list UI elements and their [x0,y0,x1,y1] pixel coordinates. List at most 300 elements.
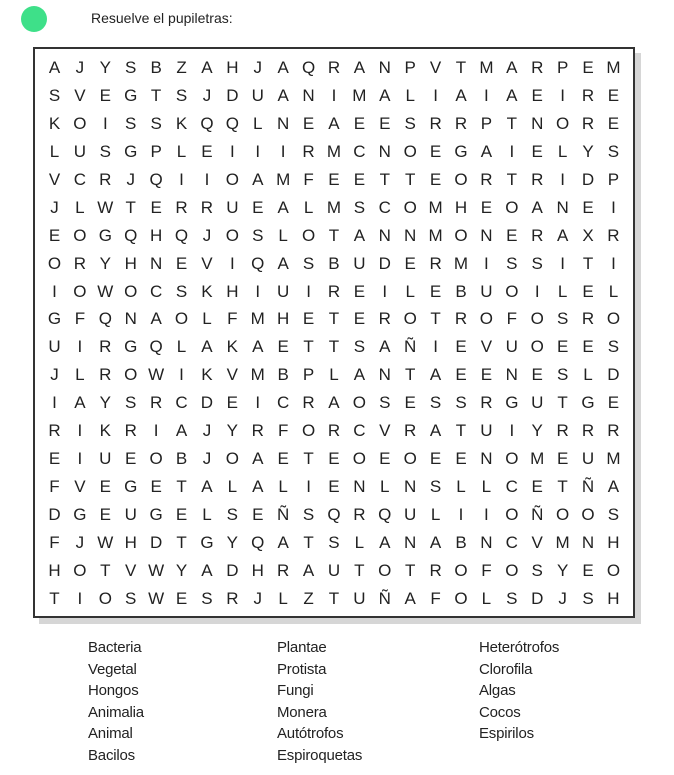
grid-letter: R [226,588,239,608]
grid-letter: S [353,337,366,357]
grid-letter: R [327,281,341,301]
grid-letter: O [73,113,87,133]
grid-letter: L [405,281,415,301]
grid-letter: E [480,365,493,385]
grid-letter: A [252,169,264,189]
grid-letter: L [278,477,288,497]
grid-letter: M [250,309,265,329]
grid-letter: R [48,421,61,441]
grid-letter: J [50,197,59,217]
grid-letter: G [73,505,87,524]
grid-letter: H [277,309,290,329]
grid-letter: N [378,225,391,245]
grid-letter: C [505,532,518,552]
grid-letter: P [556,58,569,77]
grid-row [45,143,623,161]
grid-letter: Y [582,141,594,161]
grid-letter: J [50,365,59,385]
grid-letter: Y [556,560,569,580]
grid-letter: N [531,113,544,133]
grid-letter: B [455,281,467,301]
grid-letter: A [201,560,213,580]
grid-letter: L [278,225,288,245]
grid-row [45,422,623,440]
grid-letter: R [99,337,112,357]
word-list-item: Plantae [277,639,327,656]
grid-letter: O [149,449,163,469]
grid-letter: E [379,449,391,469]
grid-letter: E [99,85,111,105]
grid-letter: L [303,197,314,217]
grid-letter: E [99,477,111,497]
grid-letter: A [379,85,391,105]
grid-row [45,310,623,328]
grid-letter: O [225,449,239,469]
grid-letter: O [98,588,112,608]
grid-letter: E [302,113,315,133]
grid-letter: O [479,309,494,329]
grid-letter: T [176,532,187,552]
page-title: Resuelve el pupiletras: [91,10,233,26]
grid-letter: P [607,169,620,189]
grid-letter: A [201,58,213,77]
grid-letter: V [125,560,137,580]
grid-letter: N [404,225,417,245]
grid-letter: I [52,393,57,413]
grid-letter: L [75,197,85,217]
grid-letter: M [428,197,443,217]
grid-letter: I [560,169,565,189]
grid-letter: R [251,421,264,441]
grid-letter: U [480,281,493,301]
grid-letter: N [581,532,595,552]
grid-letter: A [353,365,366,385]
grid-letter: Q [251,532,265,552]
grid-letter: T [328,337,340,357]
grid-letter: J [202,421,212,441]
grid-letter: O [352,393,366,413]
grid-letter: L [49,141,60,161]
grid-letter: T [506,113,517,133]
grid-letter: L [202,505,212,524]
grid-letter: U [581,449,595,469]
grid-letter: N [302,85,315,105]
grid-letter: R [429,560,442,580]
word-list-item: Autótrofos [277,725,344,742]
grid-letter: I [179,169,184,189]
grid-letter: E [353,281,366,301]
grid-letter: R [607,421,620,441]
grid-letter: Y [531,421,543,441]
grid-letter: C [277,393,290,413]
grid-letter: O [225,169,239,189]
grid-letter: O [73,225,87,245]
grid-letter: L [405,85,415,105]
grid-letter: I [179,365,184,385]
grid-letter: T [455,421,467,441]
grid-row [45,199,623,217]
grid-letter: Y [175,560,188,580]
grid-letter: G [505,393,519,413]
grid-letter: U [404,505,417,524]
grid-letter: F [303,169,314,189]
grid-letter: I [280,141,286,161]
grid-letter: A [506,85,518,105]
grid-letter: L [253,113,263,133]
grid-letter: N [404,477,417,497]
grid-letter: A [429,532,442,552]
grid-letter: A [429,421,442,441]
grid-letter: E [607,113,620,133]
grid-letter: S [582,588,594,608]
grid-letter: I [611,253,616,273]
grid-letter: T [328,225,340,245]
word-list-item: Protista [277,660,327,678]
grid-letter: U [48,337,61,357]
grid-letter: K [175,113,188,133]
grid-letter: C [353,141,366,161]
grid-letter: S [353,197,366,217]
grid-letter: L [278,588,288,608]
grid-letter: R [454,309,468,329]
word-list-item: Bacilos [88,746,135,764]
grid-letter: Q [149,169,163,189]
grid-letter: F [481,560,492,580]
grid-letter: E [353,169,366,189]
grid-letter: Y [99,253,111,273]
grid-letter: L [380,477,390,497]
grid-letter: Q [200,113,214,133]
grid-letter: E [455,337,467,357]
grid-letter: D [607,365,620,385]
grid-letter: A [302,560,315,580]
grid-letter: X [582,225,594,245]
grid-letter: G [200,532,214,552]
letter-grid [45,59,623,608]
grid-row [45,478,623,496]
grid-letter: I [255,141,261,161]
grid-letter: T [303,449,314,469]
grid-letter: S [150,113,162,133]
grid-row [45,87,623,105]
grid-letter: E [328,169,340,189]
grid-letter: A [277,85,289,105]
grid-letter: E [252,505,264,524]
grid-letter: S [125,393,137,413]
grid-letter: S [252,225,264,245]
grid-letter: A [201,477,213,497]
grid-letter: U [277,281,290,301]
grid-letter: S [125,588,137,608]
grid-letter: F [506,309,517,329]
grid-letter: N [149,253,163,273]
grid-letter: R [581,85,595,105]
word-list-item: Clorofila [479,660,533,678]
grid-letter: E [99,505,111,524]
grid-letter: O [403,141,417,161]
grid-letter: O [403,197,417,217]
grid-letter: R [581,421,595,441]
grid-letter: L [608,281,619,301]
grid-letter: O [530,309,544,329]
grid-letter: A [531,197,543,217]
grid-letter: E [328,449,340,469]
grid-letter: E [175,588,188,608]
grid-letter: G [149,505,163,524]
grid-letter: K [99,421,111,441]
grid-letter: I [560,253,565,273]
grid-letter: B [328,253,340,273]
word-list-column-3 [479,637,559,745]
grid-letter: U [99,449,112,469]
grid-letter: L [557,281,568,301]
grid-letter: A [379,532,391,552]
grid-letter: P [302,365,315,385]
grid-letter: T [49,588,60,608]
grid-letter: E [455,449,467,469]
grid-letter: Z [176,58,187,77]
grid-letter: T [455,58,467,77]
grid-letter: E [226,393,239,413]
grid-letter: M [606,58,621,77]
grid-letter: M [326,141,342,161]
grid-letter: R [480,169,493,189]
grid-letter: H [226,281,239,301]
grid-letter: T [150,85,162,105]
grid-letter: R [581,113,595,133]
grid-letter: L [329,365,339,385]
grid-letter: H [607,588,620,608]
grid-letter: V [48,169,61,189]
grid-letter: U [480,421,493,441]
word-list-item: Algas [479,682,516,699]
grid-letter: Q [378,505,392,524]
grid-letter: D [48,505,61,524]
grid-letter: Y [226,421,239,441]
grid-letter: O [505,281,519,301]
grid-letter: O [73,281,87,301]
grid-letter: N [378,58,391,77]
grid-letter: N [378,365,391,385]
grid-letter: T [354,560,365,580]
grid-letter: L [430,505,441,524]
grid-letter: M [530,449,545,469]
word-list-item: Espirilos [479,725,534,742]
grid-letter: S [531,253,543,273]
word-list-item: Fungi [277,682,314,699]
grid-letter: H [454,197,468,217]
grid-letter: S [302,505,315,524]
grid-letter: A [506,58,518,77]
grid-letter: M [352,85,367,105]
grid-letter: I [433,85,438,105]
grid-letter: S [556,309,569,329]
grid-letter: T [430,309,441,329]
grid-letter: C [175,393,188,413]
grid-letter: M [555,532,570,552]
grid-letter: M [453,253,469,273]
grid-letter: P [480,113,493,133]
grid-letter: O [124,281,138,301]
grid-letter: E [582,197,594,217]
grid-letter: D [531,588,544,608]
grid-letter: R [327,58,341,77]
grid-letter: T [328,309,340,329]
grid-letter: T [404,560,416,580]
grid-letter: I [433,337,438,357]
grid-row [45,283,623,301]
grid-letter: T [404,365,416,385]
grid-letter: U [327,560,341,580]
grid-letter: P [404,58,416,77]
grid-letter: O [403,449,417,469]
grid-letter: K [48,113,61,133]
grid-letter: E [277,449,289,469]
grid-letter: R [556,421,569,441]
grid-letter: W [148,365,165,385]
word-list-item: Bacteria [88,639,142,656]
grid-letter: S [48,85,61,105]
grid-letter: V [379,421,391,441]
grid-letter: E [302,309,315,329]
grid-letter: E [429,449,442,469]
grid-letter: N [480,449,493,469]
grid-letter: R [581,309,595,329]
grid-letter: E [201,141,213,161]
grid-letter: F [430,588,441,608]
grid-letter: O [225,225,239,245]
grid-letter: R [302,393,315,413]
grid-letter: A [429,365,442,385]
grid-letter: S [379,393,391,413]
grid-letter: A [48,58,61,77]
grid-letter: L [456,477,466,497]
grid-letter: E [531,141,543,161]
grid-letter: G [124,85,138,105]
grid-letter: C [149,281,163,301]
grid-letter: Ñ [581,477,595,497]
grid-letter: U [73,141,87,161]
grid-letter: I [484,505,489,524]
grid-letter: R [99,365,112,385]
grid-letter: S [302,253,315,273]
grid-letter: L [227,477,238,497]
grid-letter: H [48,560,61,580]
grid-letter: E [353,113,366,133]
grid-letter: I [458,505,464,524]
grid-letter: A [277,253,289,273]
grid-letter: J [75,58,85,77]
grid-letter: I [77,449,83,469]
grid-letter: I [509,141,515,161]
grid-letter: A [277,532,289,552]
grid-letter: E [328,477,340,497]
grid-letter: A [252,477,264,497]
grid-letter: Q [251,253,265,273]
grid-letter: G [124,337,138,357]
grid-letter: I [229,141,235,161]
grid-letter: A [480,141,493,161]
grid-letter: V [531,532,543,552]
grid-letter: Q [327,505,341,524]
grid-letter: J [75,532,85,552]
grid-letter: A [455,85,467,105]
grid-letter: E [379,113,391,133]
grid-letter: G [454,141,468,161]
grid-letter: S [226,505,239,524]
grid-letter: S [607,141,620,161]
grid-letter: L [202,309,212,329]
grid-letter: N [480,225,493,245]
grid-letter: J [202,449,212,469]
grid-letter: N [124,309,137,329]
grid-letter: B [455,532,467,552]
grid-letter: O [301,421,316,441]
grid-letter: F [74,309,86,329]
grid-letter: A [607,477,620,497]
grid-letter: S [455,393,467,413]
grid-letter: O [73,560,87,580]
grid-letter: R [73,253,87,273]
grid-letter: N [404,532,417,552]
grid-row [45,115,623,133]
grid-letter: A [353,225,366,245]
grid-row [45,255,623,273]
word-list-item: Animalia [88,703,144,721]
word-list-column-1 [88,637,144,766]
grid-letter: I [153,421,159,441]
grid-letter: J [558,588,567,608]
grid-letter: S [328,532,340,552]
grid-letter: I [509,421,515,441]
grid-letter: A [150,309,162,329]
grid-letter: J [253,588,262,608]
grid-letter: O [530,337,544,357]
grid-letter: V [429,58,442,77]
grid-letter: S [125,113,137,133]
grid-letter: E [582,58,594,77]
grid-letter: F [277,421,289,441]
grid-letter: O [454,560,468,580]
grid-letter: E [455,365,467,385]
grid-letter: R [124,421,137,441]
grid-letter: D [226,560,239,580]
grid-letter: L [481,477,492,497]
grid-letter: E [480,197,493,217]
grid-letter: D [378,253,391,273]
grid-letter: E [607,393,620,413]
grid-letter: O [403,309,417,329]
word-list-item: Heterótrofos [479,639,560,656]
grid-letter: G [98,225,112,245]
grid-letter: Ñ [378,588,391,608]
grid-letter: H [226,58,239,77]
grid-letter: T [176,477,187,497]
grid-letter: O [556,505,570,524]
grid-letter: V [201,253,213,273]
grid-letter: R [353,505,366,524]
grid-letter: I [306,281,311,301]
grid-letter: A [556,225,569,245]
grid-letter: A [252,449,264,469]
grid-letter: E [175,253,188,273]
grid-letter: U [353,588,366,608]
grid-letter: O [301,225,316,245]
grid-letter: R [429,113,442,133]
grid-letter: L [75,365,85,385]
grid-letter: Q [98,309,112,329]
grid-letter: R [454,113,468,133]
